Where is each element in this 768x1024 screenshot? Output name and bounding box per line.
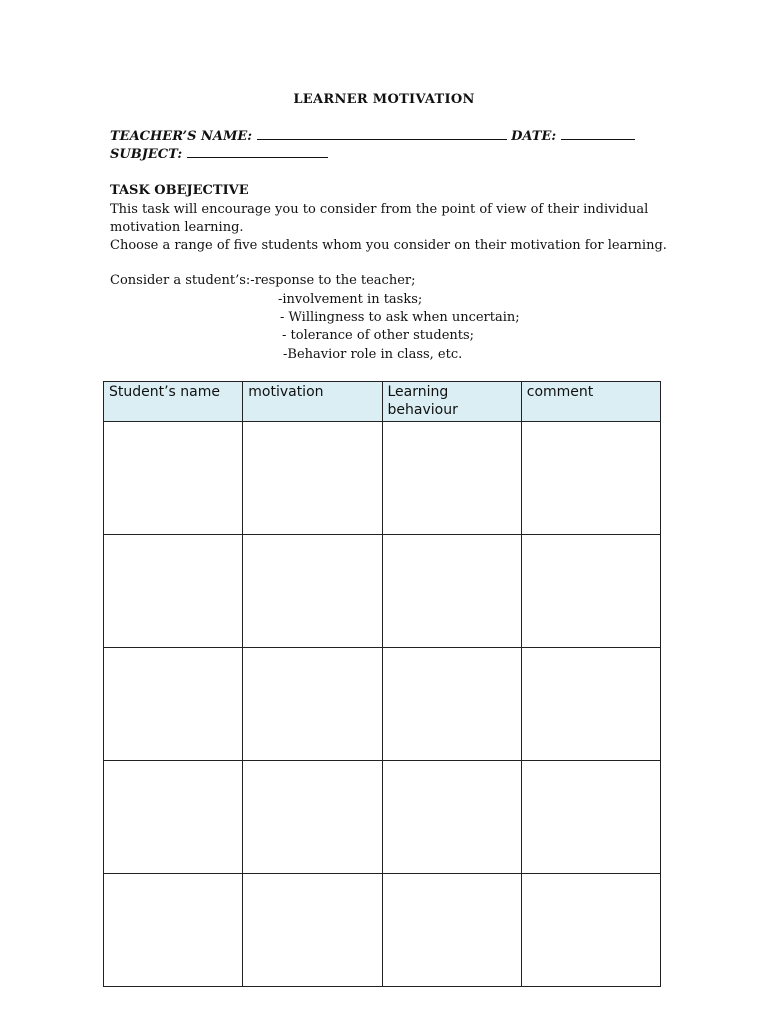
table-cell[interactable] (521, 422, 660, 535)
date-label: DATE: (511, 129, 557, 144)
table-cell[interactable] (243, 874, 382, 987)
table-cell[interactable] (104, 648, 243, 761)
document-title: LEARNER MOTIVATION (293, 92, 475, 107)
teacher-name-label: TEACHER’S NAME: (110, 129, 253, 144)
table-cell[interactable] (104, 535, 243, 648)
consider-line (110, 273, 416, 288)
table-cell[interactable] (243, 422, 382, 535)
paragraph-choose-students: Choose a range of five students whom you consider on their motivation for learning. (110, 238, 667, 253)
table-row (104, 874, 661, 987)
teacher-name-blank[interactable] (257, 128, 507, 140)
teacher-date-line (110, 128, 635, 144)
subject-blank[interactable] (187, 146, 328, 158)
table-row (104, 648, 661, 761)
table-row (104, 422, 661, 535)
subject-line (110, 146, 328, 162)
table-header-row (104, 382, 661, 422)
table-cell[interactable] (104, 761, 243, 874)
table-cell[interactable] (243, 648, 382, 761)
table-cell[interactable] (243, 761, 382, 874)
consider-item: -Behavior role in class, etc. (283, 347, 463, 362)
table-cell[interactable] (382, 422, 521, 535)
task-objective-heading: TASK OBEJECTIVE (110, 183, 249, 198)
motivation-table (103, 381, 661, 987)
column-header-motivation: motivation (243, 382, 382, 422)
consider-item: -involvement in tasks; (278, 292, 423, 307)
consider-prefix: Consider a student’s: (110, 273, 251, 288)
table-row (104, 761, 661, 874)
consider-item: - tolerance of other students; (282, 328, 475, 343)
column-header-learning-behaviour: Learning behaviour (382, 382, 521, 422)
table-cell[interactable] (382, 874, 521, 987)
table-cell[interactable] (243, 535, 382, 648)
table-cell[interactable] (521, 761, 660, 874)
paragraph-encourage: This task will encourage you to consider from the point of view of their individual motivation learning. (110, 202, 649, 235)
table-cell[interactable] (382, 761, 521, 874)
table-cell[interactable] (382, 648, 521, 761)
date-blank[interactable] (561, 128, 635, 140)
consider-item: - Willingness to ask when uncertain; (280, 310, 520, 325)
table-row (104, 535, 661, 648)
column-header-comment: comment (521, 382, 660, 422)
table-cell[interactable] (104, 874, 243, 987)
table-cell[interactable] (521, 648, 660, 761)
table-cell[interactable] (104, 422, 243, 535)
consider-item: -response to the teacher; (250, 273, 416, 288)
table-cell[interactable] (521, 874, 660, 987)
column-header-student-name: Student’s name (104, 382, 243, 422)
table-cell[interactable] (521, 535, 660, 648)
subject-label: SUBJECT: (110, 147, 183, 162)
table-cell[interactable] (382, 535, 521, 648)
